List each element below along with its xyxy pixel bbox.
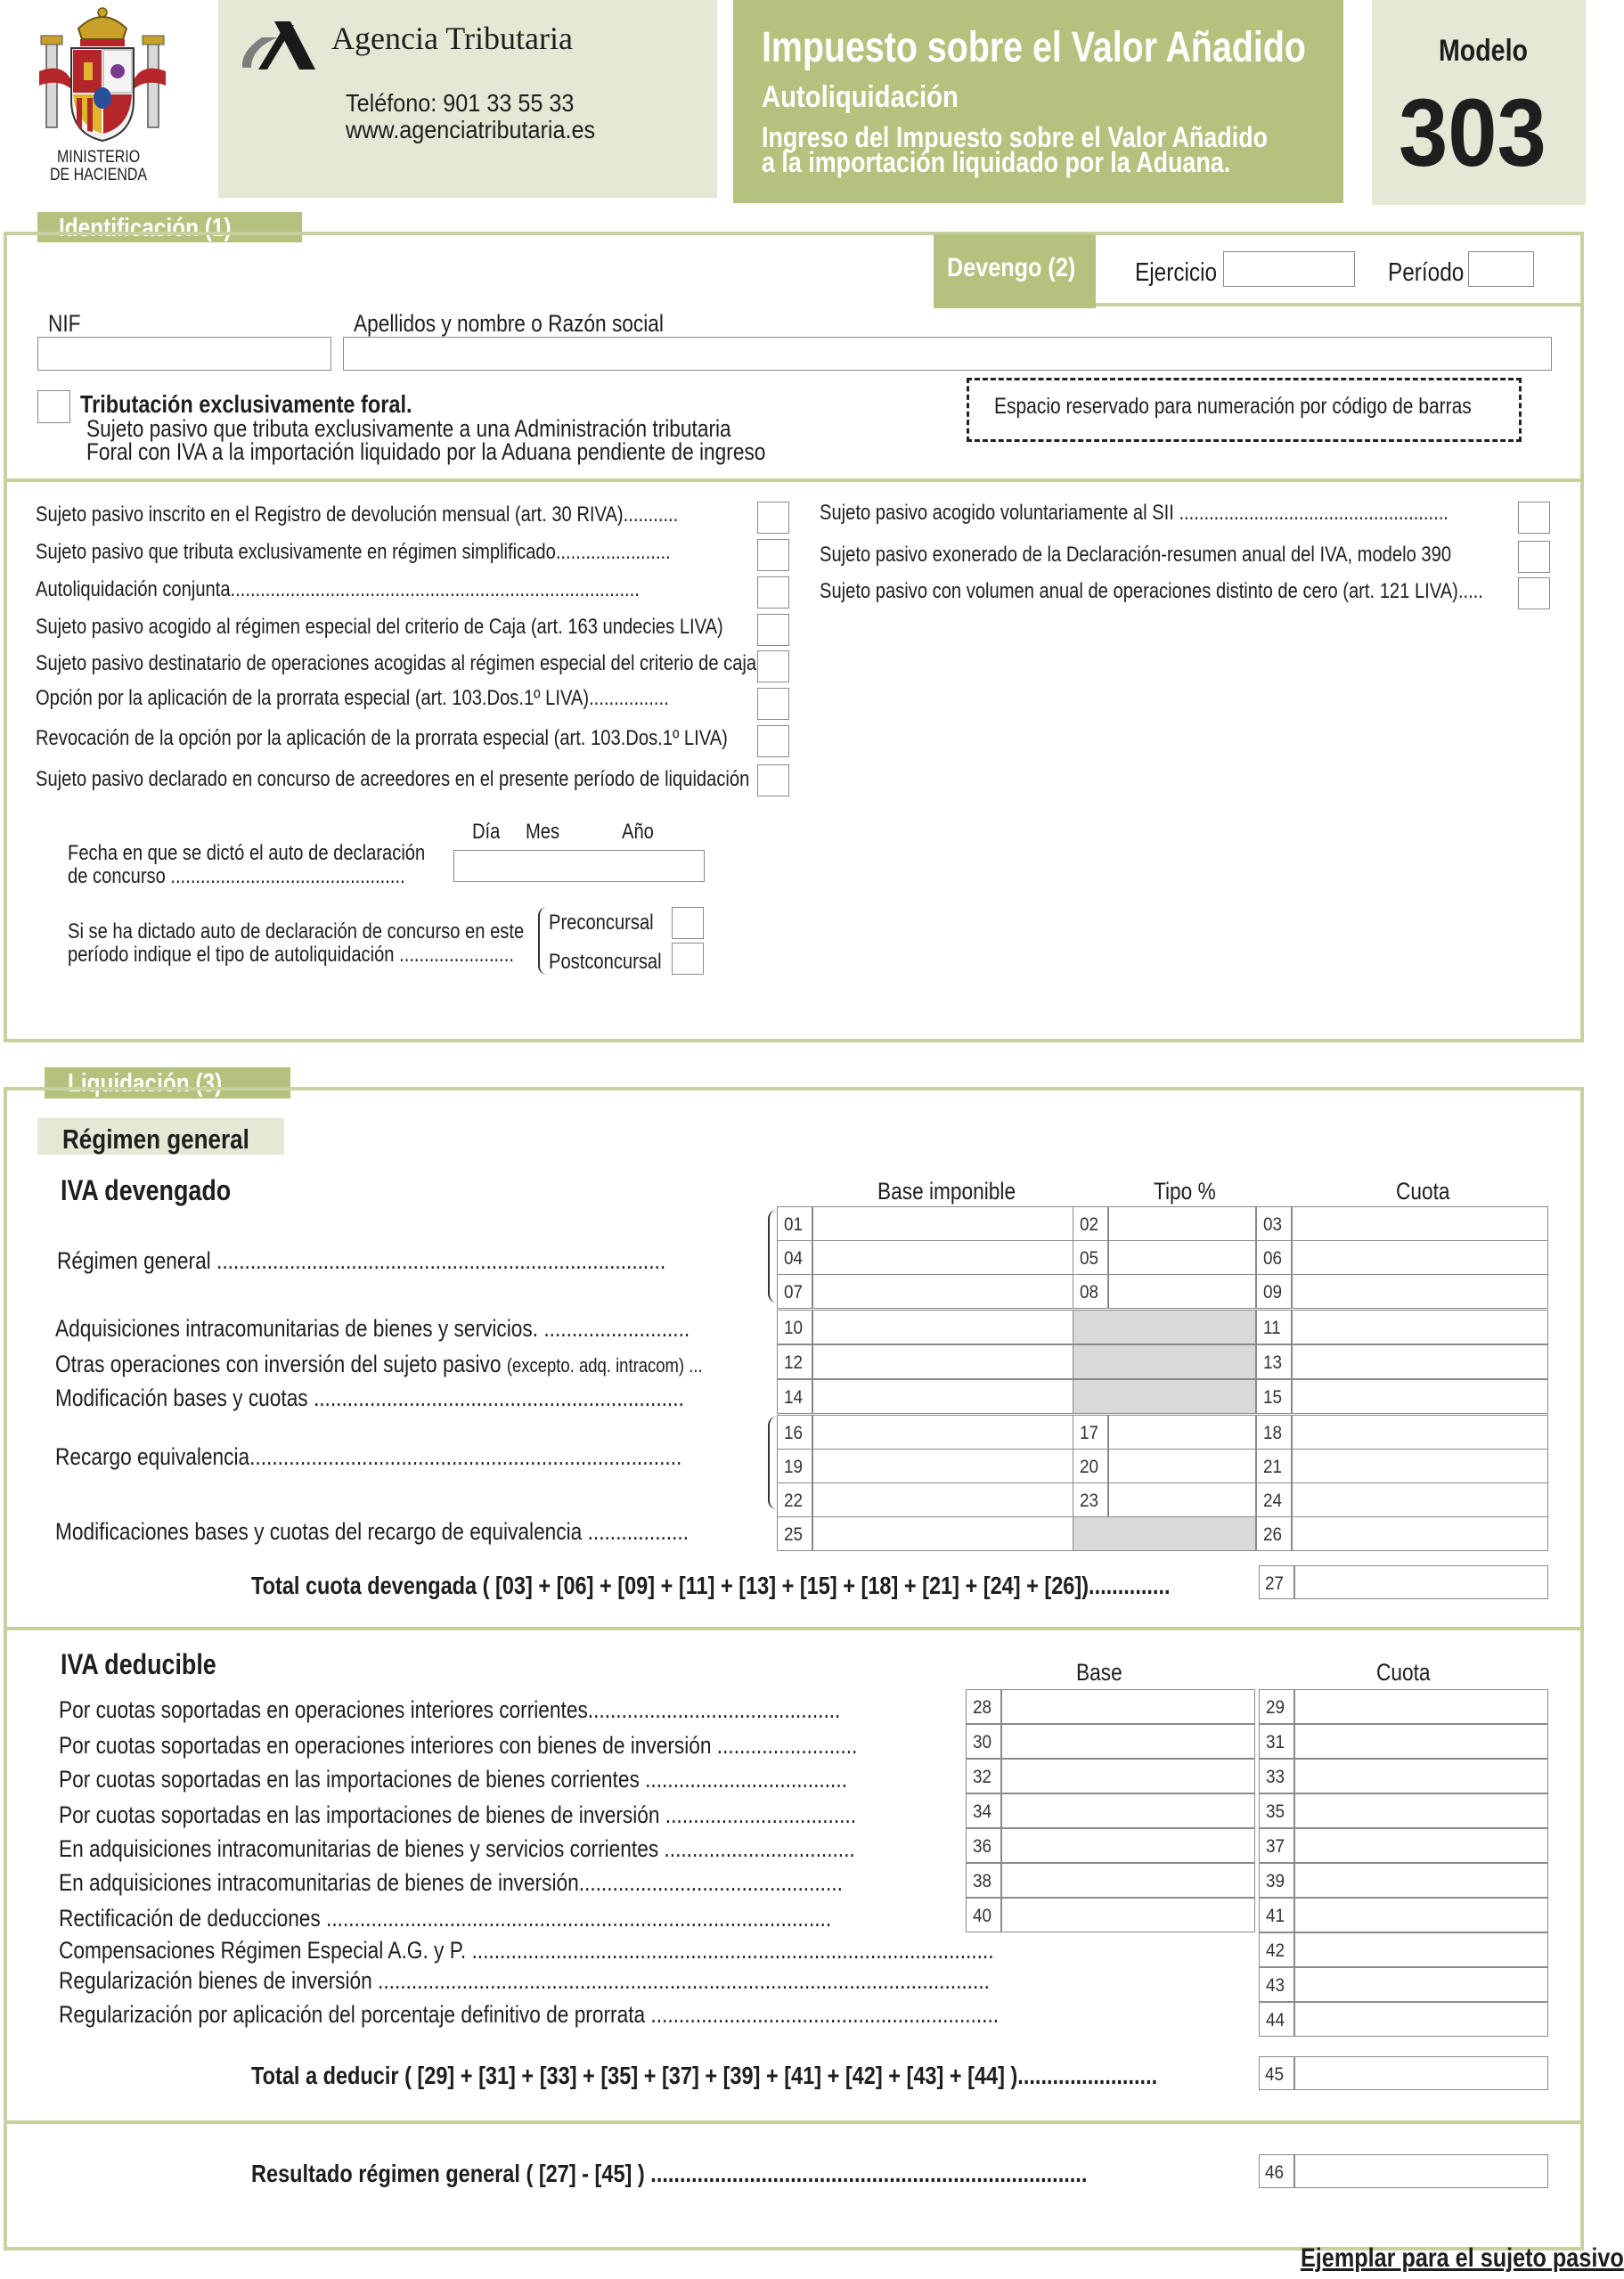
row-deducible-2: Por cuotas soportadas en las importaciones de bienes corrientes .................................... xyxy=(59,1766,847,1793)
box-05-number: 05 xyxy=(1080,1248,1099,1269)
auto-concurso-line-2: período indique el tipo de autoliquidación ....................... xyxy=(68,943,514,967)
check-regimen-simplificado[interactable] xyxy=(757,539,789,571)
box-11-input[interactable] xyxy=(1292,1310,1548,1344)
periodo-input[interactable] xyxy=(1468,251,1534,287)
check-devolucion-mensual[interactable] xyxy=(757,502,789,534)
box-19-input[interactable] xyxy=(812,1449,1073,1483)
box-08-number: 08 xyxy=(1080,1282,1099,1303)
row-deducible-0: Por cuotas soportadas en operaciones interiores corrientes............................................. xyxy=(59,1696,841,1723)
box-20-input[interactable] xyxy=(1108,1449,1256,1483)
box-31-number: 31 xyxy=(1266,1732,1285,1752)
check-prorrata-especial-label: Opción por la aplicación de la prorrata especial (art. 103.Dos.1º LIVA)................ xyxy=(36,686,669,710)
box-31-input[interactable] xyxy=(1294,1724,1548,1759)
ejercicio-input[interactable] xyxy=(1223,251,1355,287)
box-15-input[interactable] xyxy=(1292,1379,1548,1414)
col-base: Base xyxy=(1076,1659,1122,1686)
form-subtitle: Autoliquidación xyxy=(762,80,959,114)
box-25-number: 25 xyxy=(784,1524,804,1545)
box-39-input[interactable] xyxy=(1294,1863,1548,1898)
check-prorrata-especial[interactable] xyxy=(757,688,789,720)
box-23-number: 23 xyxy=(1080,1491,1099,1511)
identificacion-divider xyxy=(4,478,1584,482)
box-35-number: 35 xyxy=(1266,1801,1285,1822)
nombre-label: Apellidos y nombre o Razón social xyxy=(354,310,664,337)
check-criterio-caja-label: Sujeto pasivo acogido al régimen especial del criterio de Caja (art. 163 undecies LIVA) xyxy=(36,615,723,639)
row-otras-operaciones xyxy=(55,1351,703,1378)
coat-of-arms-icon xyxy=(36,0,169,147)
check-autoliquidacion-conjunta[interactable] xyxy=(757,576,789,609)
box-03-input[interactable] xyxy=(1292,1206,1548,1241)
box-gray-3-code xyxy=(1073,1310,1256,1344)
box-32-input[interactable] xyxy=(1001,1759,1255,1793)
box-14-number: 14 xyxy=(784,1387,804,1408)
box-34-number: 34 xyxy=(973,1801,992,1822)
box-46-input[interactable] xyxy=(1294,2154,1548,2188)
box-45-input[interactable] xyxy=(1294,2056,1548,2090)
box-29-input[interactable] xyxy=(1294,1689,1548,1724)
box-07-number: 07 xyxy=(784,1282,804,1303)
box-14-input[interactable] xyxy=(812,1379,1073,1414)
check-revocacion-prorrata[interactable] xyxy=(757,725,789,757)
box-25-input[interactable] xyxy=(812,1516,1073,1551)
box-33-number: 33 xyxy=(1266,1767,1285,1787)
check-volumen-anual-label: Sujeto pasivo con volumen anual de operaciones distinto de cero (art. 121 LIVA)..... xyxy=(820,579,1483,603)
box-17-number: 17 xyxy=(1080,1423,1099,1443)
box-11-number: 11 xyxy=(1263,1318,1281,1338)
box-41-input[interactable] xyxy=(1294,1898,1548,1932)
agency-phone: Teléfono: 901 33 55 33 xyxy=(346,89,575,117)
row-compensaciones: Compensaciones Régimen Especial A.G. y P. ............................................................................................. xyxy=(59,1937,994,1964)
check-sii-label: Sujeto pasivo acogido voluntariamente al SII ...................................................... xyxy=(820,501,1449,525)
box-26-input[interactable] xyxy=(1292,1516,1548,1551)
check-revocacion-prorrata-label: Revocación de la opción por la aplicación de la prorrata especial (art. 103.Dos.1º LIVA) xyxy=(36,726,728,750)
box-02-input[interactable] xyxy=(1108,1206,1256,1241)
deducible-divider xyxy=(4,2120,1584,2124)
box-12-number: 12 xyxy=(784,1352,804,1373)
box-05-input[interactable] xyxy=(1108,1240,1256,1275)
box-26-number: 26 xyxy=(1263,1524,1283,1545)
box-01-number: 01 xyxy=(784,1214,804,1235)
box-22-input[interactable] xyxy=(812,1483,1073,1517)
preconcursal-checkbox[interactable] xyxy=(672,907,704,939)
row-deducible-3: Por cuotas soportadas en las importaciones de bienes de inversión .................................. xyxy=(59,1801,857,1828)
total-devengada-label: Total cuota devengada ( [03] + [06] + [09] + [11] + [13] + [15] + [18] + [21] + [24] + [26]).............. xyxy=(251,1572,1171,1599)
box-28-number: 28 xyxy=(973,1697,992,1718)
resultado-label: Resultado régimen general ( [27] - [45] ) ........................................................................... xyxy=(251,2160,1088,2187)
row-recargo: Recargo equivalencia............................................................................. xyxy=(55,1443,682,1470)
dia-label: Día xyxy=(472,820,501,844)
box-16-input[interactable] xyxy=(812,1415,1073,1450)
check-concurso-label: Sujeto pasivo declarado en concurso de acreedores en el presente período de liquidación xyxy=(36,767,750,791)
fecha-concurso-input[interactable] xyxy=(453,850,705,882)
row-regularizacion-bienes: Regularización bienes de inversión ............................................................................................................. xyxy=(59,1967,990,1994)
box-38-input[interactable] xyxy=(1001,1863,1255,1898)
box-10-number: 10 xyxy=(784,1318,804,1338)
fecha-concurso-line-2: de concurso ............................................... xyxy=(68,864,405,888)
ejercicio-label: Ejercicio xyxy=(1135,258,1218,287)
col-cuota-deducible: Cuota xyxy=(1376,1659,1431,1686)
auto-concurso-line-1: Si se ha dictado auto de declaración de concurso en este xyxy=(68,919,525,943)
box-08-input[interactable] xyxy=(1108,1274,1256,1309)
check-destinatario-caja-label: Sujeto pasivo destinatario de operaciones acogidas al régimen especial del criterio de caja xyxy=(36,651,757,675)
box-13-input[interactable] xyxy=(1292,1344,1548,1379)
box-45-number: 45 xyxy=(1265,2064,1285,2085)
box-37-input[interactable] xyxy=(1294,1828,1548,1863)
total-deducir-label: Total a deducir ( [29] + [31] + [33] + [35] + [37] + [39] + [41] + [42] + [43] + [44] )........................ xyxy=(251,2062,1158,2089)
box-24-number: 24 xyxy=(1263,1491,1283,1511)
box-36-number: 36 xyxy=(973,1836,992,1857)
fecha-concurso-line-1: Fecha en que se dictó el auto de declaración xyxy=(68,841,426,865)
box-40-number: 40 xyxy=(973,1906,992,1926)
box-02-number: 02 xyxy=(1080,1214,1099,1235)
identificacion-tab-label: Identificación (1) xyxy=(59,214,232,242)
box-23-input[interactable] xyxy=(1108,1483,1256,1517)
iva-deducible-title: IVA deducible xyxy=(61,1648,216,1680)
row-modif-recargo: Modificaciones bases y cuotas del recargo de equivalencia .................. xyxy=(55,1518,690,1545)
check-autoliquidacion-conjunta-label: Autoliquidación conjunta.................................................................................. xyxy=(36,577,640,601)
box-28-input[interactable] xyxy=(1001,1689,1255,1724)
box-44-input[interactable] xyxy=(1294,2002,1548,2037)
anio-label: Año xyxy=(622,820,654,844)
agency-website: www.agenciatributaria.es xyxy=(346,116,596,143)
box-22-number: 22 xyxy=(784,1491,804,1511)
box-09-number: 09 xyxy=(1263,1282,1283,1303)
box-06-number: 06 xyxy=(1263,1248,1283,1269)
row-deducible-6: Rectificación de deducciones .......................................................................................... xyxy=(59,1905,832,1932)
model-number: 303 xyxy=(1399,78,1546,186)
row-regimen-general: Régimen general ................................................................................ xyxy=(57,1247,666,1274)
box-43-input[interactable] xyxy=(1294,1967,1548,2002)
box-27-input[interactable] xyxy=(1294,1565,1548,1599)
check-concurso[interactable] xyxy=(757,764,789,796)
box-36-input[interactable] xyxy=(1001,1828,1255,1863)
box-gray-9-code xyxy=(1073,1516,1256,1551)
box-42-input[interactable] xyxy=(1294,1932,1548,1967)
form-description-line-2: a la importación liquidado por la Aduana. xyxy=(762,146,1231,178)
box-24-input[interactable] xyxy=(1292,1483,1548,1517)
check-devolucion-mensual-label: Sujeto pasivo inscrito en el Registro de devolución mensual (art. 30 RIVA)........... xyxy=(36,502,679,527)
box-20-number: 20 xyxy=(1080,1457,1099,1477)
box-04-input[interactable] xyxy=(812,1240,1073,1275)
foral-line-1: Sujeto pasivo que tributa exclusivamente a una Administración tributaria xyxy=(86,415,731,442)
check-sii[interactable] xyxy=(1518,502,1550,534)
box-39-number: 39 xyxy=(1266,1871,1285,1891)
nombre-input[interactable] xyxy=(343,337,1552,371)
preconcursal-label: Preconcursal xyxy=(549,911,654,935)
col-base-imponible: Base imponible xyxy=(877,1178,1016,1205)
box-06-input[interactable] xyxy=(1292,1240,1548,1275)
box-34-input[interactable] xyxy=(1001,1793,1255,1828)
box-gray-5-code xyxy=(1073,1379,1256,1414)
model-label: Modelo xyxy=(1439,34,1528,68)
row-adquisiciones: Adquisiciones intracomunitarias de bienes y servicios. .......................... xyxy=(55,1315,690,1342)
box-18-number: 18 xyxy=(1263,1423,1283,1443)
form-description-line-1: Ingreso del Impuesto sobre el Valor Añadido xyxy=(762,121,1269,153)
ministry-logo xyxy=(36,0,169,187)
box-13-number: 13 xyxy=(1263,1352,1283,1373)
box-09-input[interactable] xyxy=(1292,1274,1548,1309)
postconcursal-checkbox[interactable] xyxy=(672,943,704,975)
box-01-input[interactable] xyxy=(812,1206,1073,1241)
agency-name: Agencia Tributaria xyxy=(331,20,573,56)
periodo-label: Período xyxy=(1388,258,1465,287)
box-35-input[interactable] xyxy=(1294,1793,1548,1828)
box-46-number: 46 xyxy=(1265,2162,1285,2183)
footer-copy-label: Ejemplar para el sujeto pasivo xyxy=(1301,2243,1624,2273)
box-21-input[interactable] xyxy=(1292,1449,1548,1483)
liquidacion-tab-label: Liquidación (3) xyxy=(68,1069,223,1098)
box-27-number: 27 xyxy=(1265,1573,1285,1594)
check-destinatario-caja[interactable] xyxy=(757,650,789,682)
box-40-input[interactable] xyxy=(1001,1898,1255,1932)
box-21-number: 21 xyxy=(1263,1457,1283,1477)
col-tipo: Tipo % xyxy=(1154,1178,1216,1205)
row-deducible-1: Por cuotas soportadas en operaciones interiores con bienes de inversión ......................... xyxy=(59,1732,858,1759)
foral-line-2: Foral con IVA a la importación liquidado por la Aduana pendiente de ingreso xyxy=(86,438,766,465)
postconcursal-label: Postconcursal xyxy=(549,950,662,974)
check-criterio-caja[interactable] xyxy=(757,614,789,646)
box-41-number: 41 xyxy=(1266,1906,1285,1926)
foral-title: Tributación exclusivamente foral. xyxy=(80,390,412,418)
box-33-input[interactable] xyxy=(1294,1759,1548,1793)
nif-label: NIF xyxy=(48,310,81,337)
devengado-divider xyxy=(4,1627,1584,1630)
row-otras-main: Otras operaciones con inversión del sujeto pasivo xyxy=(55,1351,502,1377)
box-gray-4-code xyxy=(1073,1344,1256,1379)
box-38-number: 38 xyxy=(973,1871,992,1891)
box-12-input[interactable] xyxy=(812,1344,1073,1379)
box-18-input[interactable] xyxy=(1292,1415,1548,1450)
box-44-number: 44 xyxy=(1266,2010,1285,2030)
box-42-number: 42 xyxy=(1266,1940,1285,1961)
box-43-number: 43 xyxy=(1266,1975,1285,1996)
row-deducible-5: En adquisiciones intracomunitarias de bienes de inversión............................................... xyxy=(59,1869,843,1896)
mes-label: Mes xyxy=(526,820,560,844)
row-regularizacion-prorrata: Regularización por aplicación del porcentaje definitivo de prorrata .............................................................. xyxy=(59,2001,1000,2028)
nif-input[interactable] xyxy=(37,337,331,371)
box-10-input[interactable] xyxy=(812,1310,1073,1344)
box-32-number: 32 xyxy=(973,1767,992,1787)
check-exonerado-390-label: Sujeto pasivo exonerado de la Declaración-resumen anual del IVA, modelo 390 xyxy=(820,543,1452,567)
row-modificacion: Modificación bases y cuotas .................................................................. xyxy=(55,1385,684,1411)
box-15-number: 15 xyxy=(1263,1387,1283,1408)
col-cuota: Cuota xyxy=(1396,1178,1450,1205)
ministry-name-line-1: MINISTERIO xyxy=(57,148,141,167)
ministry-name-line-2: DE HACIENDA xyxy=(50,166,148,184)
devengo-label: Devengo (2) xyxy=(947,253,1076,282)
row-deducible-4: En adquisiciones intracomunitarias de bienes y servicios corrientes .................................. xyxy=(59,1835,855,1862)
box-29-number: 29 xyxy=(1266,1697,1285,1718)
box-03-number: 03 xyxy=(1263,1214,1283,1235)
box-07-input[interactable] xyxy=(812,1274,1073,1309)
form-title: Impuesto sobre el Valor Añadido xyxy=(762,24,1306,71)
iva-devengado-title: IVA devengado xyxy=(61,1174,232,1206)
box-04-number: 04 xyxy=(784,1248,804,1269)
foral-checkbox[interactable] xyxy=(37,390,70,423)
box-19-number: 19 xyxy=(784,1457,804,1477)
barcode-label: Espacio reservado para numeración por código de barras xyxy=(994,394,1472,419)
box-30-number: 30 xyxy=(973,1732,992,1752)
check-exonerado-390[interactable] xyxy=(1518,541,1550,573)
check-volumen-anual[interactable] xyxy=(1518,577,1550,609)
regimen-general-title: Régimen general xyxy=(62,1123,249,1155)
check-regimen-simplificado-label: Sujeto pasivo que tributa exclusivamente en régimen simplificado....................... xyxy=(36,540,671,564)
agency-logo-icon xyxy=(239,16,319,80)
row-otras-note: (excepto. adq. intracom) ... xyxy=(506,1354,703,1376)
box-30-input[interactable] xyxy=(1001,1724,1255,1759)
box-37-number: 37 xyxy=(1266,1836,1285,1857)
box-17-input[interactable] xyxy=(1108,1415,1256,1450)
box-16-number: 16 xyxy=(784,1423,804,1443)
